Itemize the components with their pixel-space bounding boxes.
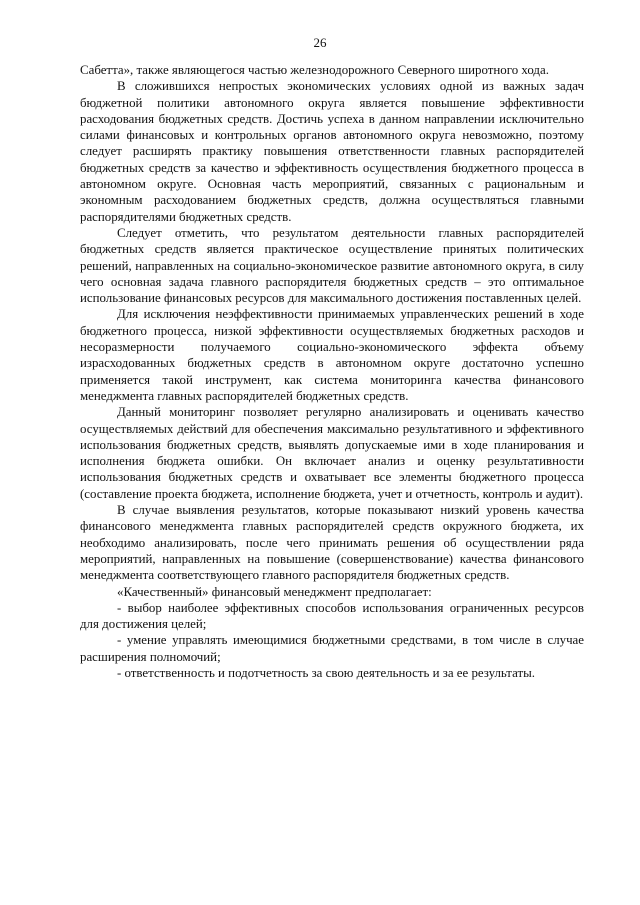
paragraph: Следует отметить, что результатом деятельности главных распорядителей бюджетных средств является практическое осуществление принятых политических решений, направленных на социально-экономическое развитие автономного округа, в силу чего основная задача главного распорядителя бюджетных средств – это оптимальное использование финансовых ресурсов для максимального достижения поставленных целей.	[80, 225, 584, 306]
bullet-item: - умение управлять имеющимися бюджетными средствами, в том числе в случае расширения полномочий;	[80, 633, 584, 664]
paragraph: Для исключения неэффективности принимаемых управленческих решений в ходе бюджетного процесса, низкой эффективности осуществляемых бюджетных расходов и несоразмерности получаемого социально-экономического эффекта объему израсходованных бюджетных средств в автономном округе достаточно успешно применяется такой инструмент, как система мониторинга качества финансового менеджмента главных распорядителей бюджетных средств.	[80, 307, 584, 403]
paragraph: Данный мониторинг позволяет регулярно анализировать и оценивать качество осуществляемых действий для обеспечения максимально результативного и эффективного использования бюджетных средств, выявлять допускаемые ими в ходе планирования и исполнения бюджета ошибки. Он включает анализ и оценку результативности использования бюджетных средств и охватывает все элементы бюджетного процесса (составление проекта бюджета, исполнение бюджета, учет и отчетность, контроль и аудит).	[80, 405, 584, 501]
page-number: 26	[313, 35, 327, 50]
paragraph: Сабетта», также являющегося частью железнодорожного Северного широтного хода.	[80, 63, 549, 77]
paragraph: В случае выявления результатов, которые показывают низкий уровень качества финансового менеджмента главных распорядителей средств окружного бюджета, их необходимо анализировать, после чего принимать решения об осуществлении ряда мероприятий, направленных на повышение (совершенствование) качества финансового менеджмента соответствующего главного распорядителя бюджетных средств.	[80, 503, 584, 583]
document-body	[80, 62, 584, 681]
paragraph: «Качественный» финансовый менеджмент предполагает:	[117, 584, 432, 599]
paragraph: В сложившихся непростых экономических условиях одной из важных задач бюджетной политики автономного округа является повышение эффективности расходования бюджетных средств. Достичь успеха в данном направлении исключительно силами финансовых и контрольных органов автономного округа невозможно, поэтому следует расширять практику повышения ответственности главных распорядителей бюджетных средств за качество и эффективность осуществления бюджетного процесса в автономном округе. Основная часть мероприятий, связанных с рациональным и экономным расходованием бюджетных средств, должна осуществляться главными распорядителями бюджетных средств.	[80, 79, 584, 224]
bullet-item: - ответственность и подотчетность за свою деятельность и за ее результаты.	[117, 665, 535, 680]
bullet-item: - выбор наиболее эффективных способов использования ограниченных ресурсов для достижения целей;	[80, 600, 584, 632]
